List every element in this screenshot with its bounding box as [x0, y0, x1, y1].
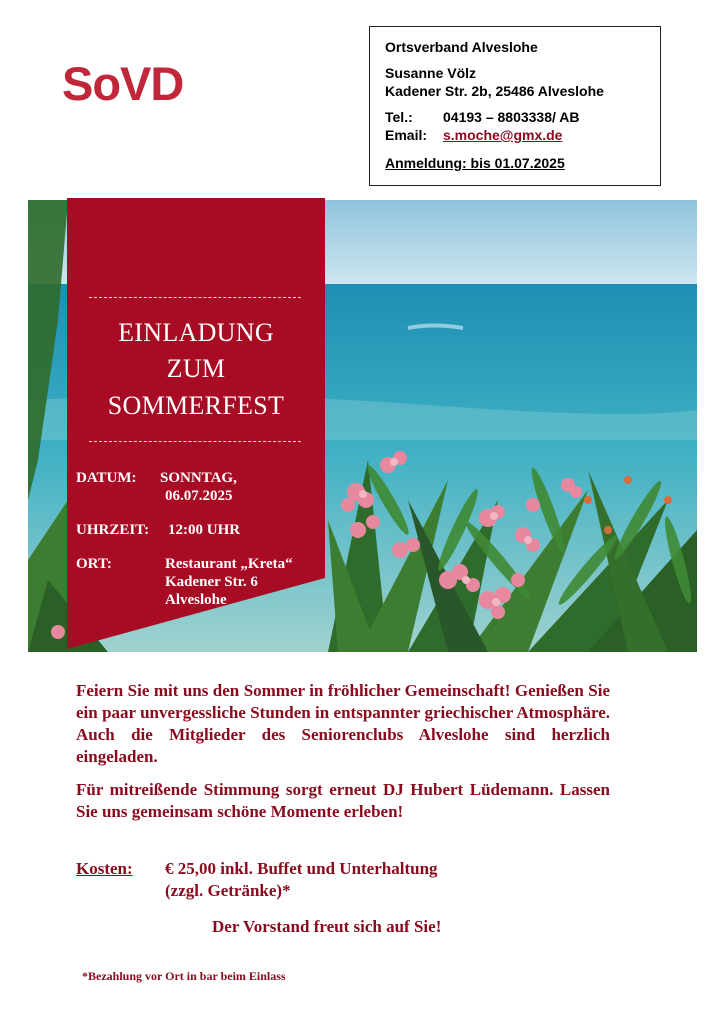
date-value: 06.07.2025 [165, 488, 233, 504]
tel-label: Tel.: [385, 109, 413, 125]
registration-deadline: Anmeldung: bis 01.07.2025 [385, 155, 565, 171]
divider-bottom [89, 441, 301, 442]
payment-footnote: *Bezahlung vor Ort in bar beim Einlass [82, 969, 286, 983]
costs-line-1: € 25,00 inkl. Buffet und Unterhaltung [165, 859, 438, 878]
title-line-3: SOMMERFEST [107, 391, 285, 420]
contact-address: Kadener Str. 2b, 25486 Alveslohe [385, 83, 604, 99]
dj-paragraph: Für mitreißende Stimmung sorgt erneut DJ Hubert Lüdemann. Lassen Sie uns gemeinsam schöne Momente erleben! [76, 780, 610, 821]
contact-phone [385, 109, 579, 125]
costs-label: Kosten: [76, 859, 133, 878]
invitation-banner [67, 198, 325, 649]
divider-top [89, 297, 301, 298]
time-value: 12:00 UHR [168, 522, 241, 538]
costs-line-2: (zzgl. Getränke)* [165, 881, 291, 900]
place-line-2: Kadener Str. 6 [165, 574, 258, 590]
place-line-1: Restaurant „Kreta“ [165, 556, 293, 572]
contact-name: Susanne Völz [385, 65, 477, 81]
contact-box [369, 26, 661, 186]
intro-paragraph: Feiern Sie mit uns den Sommer in fröhlicher Gemeinschaft! Genießen Sie ein paar unvergessliche Stunden in entspannter griechischer Atmosphäre. Auch die Mitglieder des Seniorenclubs Alveslohe sind herzlich eingeladen. [76, 681, 610, 766]
date-label: DATUM: [76, 470, 137, 486]
closing-line: Der Vorstand freut sich auf Sie! [212, 917, 442, 936]
place-label: ORT: [76, 556, 112, 572]
tel-value: 04193 – 8803338/ AB [443, 109, 580, 125]
contact-email [385, 127, 562, 143]
email-label: Email: [385, 127, 428, 143]
date-day: SONNTAG, [160, 470, 237, 486]
place-line-3: Alveslohe [165, 592, 227, 608]
email-link[interactable]: s.moche@gmx.de [443, 127, 563, 143]
org-name: Ortsverband Alveslohe [385, 39, 538, 55]
sovd-logo: SoVD [62, 57, 184, 110]
time-label: UHRZEIT: [76, 522, 150, 538]
title-line-2: ZUM [166, 354, 226, 383]
title-line-1: EINLADUNG [118, 318, 274, 347]
